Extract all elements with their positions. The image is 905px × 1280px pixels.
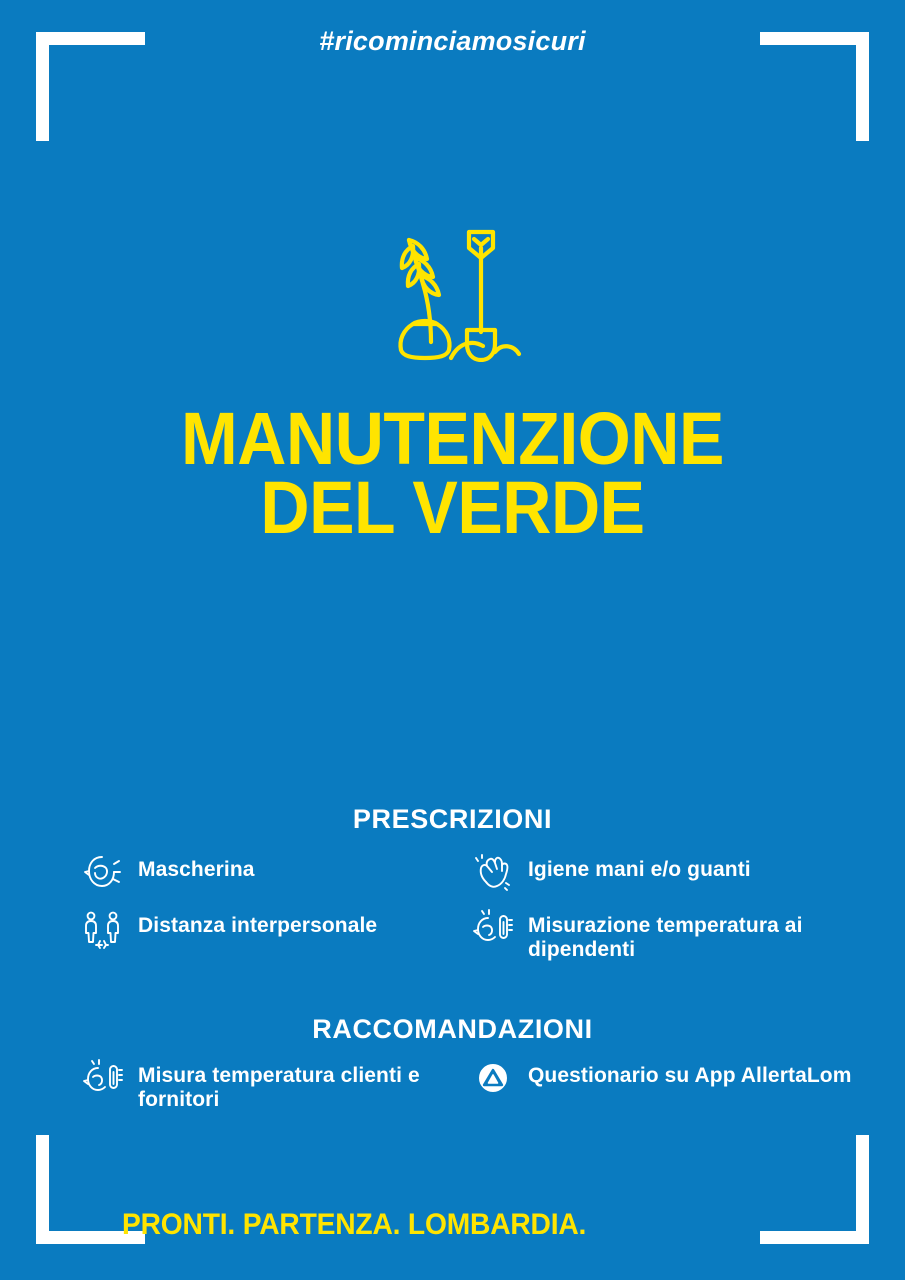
footer-slogan: PRONTI. PARTENZA. LOMBARDIA. — [122, 1208, 587, 1241]
list-item-misurazione-temperatura-dipendenti — [472, 908, 872, 962]
section-heading-raccomandazioni: RACCOMANDAZIONI — [312, 1014, 593, 1044]
prescrizioni-list — [0, 852, 905, 962]
allertalom-app-icon — [472, 1058, 514, 1100]
list-item-label: Distanza interpersonale — [138, 914, 378, 937]
list-item-label: Misurazione temperatura ai dipendenti — [528, 914, 803, 961]
face-mask-icon — [82, 852, 124, 894]
section-heading-prescrizioni: PRESCRIZIONI — [352, 804, 553, 834]
list-item-questionario-app[interactable] — [472, 1058, 872, 1112]
plant-and-shovel-icon — [0, 212, 905, 362]
frame-corner-top-right — [760, 32, 869, 141]
list-item-label: Questionario su App AllertaLom — [528, 1064, 852, 1087]
raccomandazioni-list — [0, 1058, 905, 1112]
page-title-line-2: DEL VERDE — [260, 465, 645, 549]
hand-hygiene-gloves-icon — [472, 852, 514, 894]
frame-corner-bottom-right — [760, 1135, 869, 1244]
page-title — [36, 397, 869, 549]
list-item-label: Misura temperatura clienti e fornitori — [138, 1064, 420, 1111]
frame-corner-top-left — [36, 32, 145, 141]
list-item-label: Igiene mani e/o guanti — [528, 858, 751, 881]
list-item-distanza-interpersonale — [82, 908, 472, 962]
interpersonal-distance-icon — [82, 908, 124, 950]
thermometer-icon — [82, 1058, 124, 1100]
list-item-igiene-mani — [472, 852, 872, 894]
page-title-line-1: MANUTENZIONE — [181, 397, 724, 480]
list-item-label: Mascherina — [138, 858, 255, 881]
list-item-mascherina — [82, 852, 472, 894]
temperature-check-icon — [472, 908, 514, 950]
list-item-misura-temperatura-clienti — [82, 1058, 472, 1112]
hashtag-header: #ricominciamosicuri — [319, 26, 586, 56]
